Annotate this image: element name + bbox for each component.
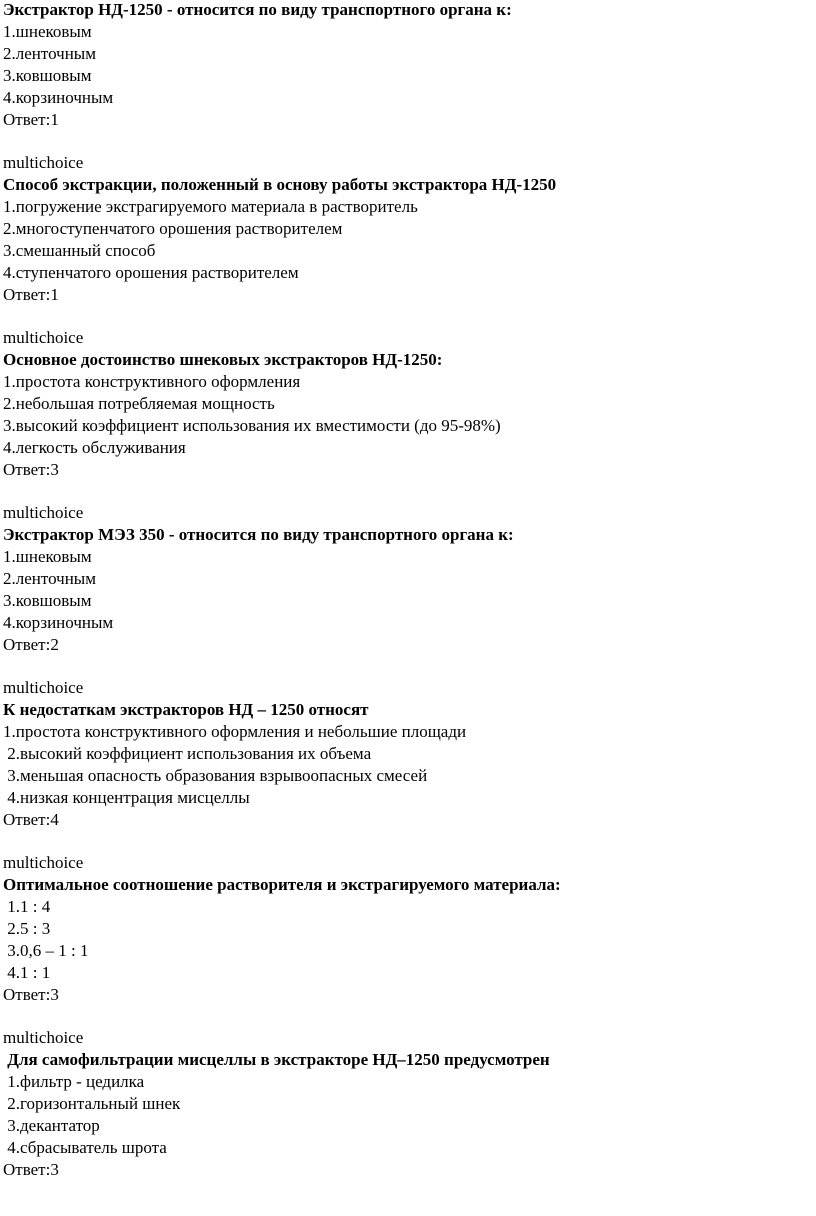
question-text: Основное достоинство шнековых экстракторов НД-1250: — [3, 350, 443, 369]
question-block-7 — [3, 1027, 816, 1181]
option-4: 4.ступенчатого орошения растворителем — [3, 263, 299, 282]
question-block-1 — [3, 0, 816, 131]
option-3: 3.0,6 – 1 : 1 — [3, 941, 89, 960]
question-block-3 — [3, 327, 816, 481]
answer-text: Ответ:2 — [3, 635, 59, 654]
answer-text: Ответ:3 — [3, 985, 59, 1004]
question-type-label: multichoice — [3, 153, 84, 172]
question-type-label: multichoice — [3, 328, 84, 347]
answer-text: Ответ:1 — [3, 285, 59, 304]
question-text: Для самофильтрации мисцеллы в экстракторе НД–1250 предусмотрен — [3, 1050, 550, 1069]
option-1: 1.погружение экстрагируемого материала в растворитель — [3, 197, 418, 216]
option-4: 4.низкая концентрация мисцеллы — [3, 788, 250, 807]
option-3: 3.меньшая опасность образования взрывоопасных смесей — [3, 766, 428, 785]
answer-text: Ответ:1 — [3, 110, 59, 129]
option-4: 4.сбрасыватель шрота — [3, 1138, 167, 1157]
option-1: 1.простота конструктивного оформления и небольшие площади — [3, 722, 467, 741]
answer-text: Ответ:3 — [3, 1160, 59, 1179]
option-4: 4.1 : 1 — [3, 963, 51, 982]
question-block-4 — [3, 502, 816, 656]
option-2: 2.многоступенчатого орошения растворителем — [3, 219, 343, 238]
option-1: 1.простота конструктивного оформления — [3, 372, 301, 391]
question-block-2 — [3, 152, 816, 306]
option-2: 2.5 : 3 — [3, 919, 51, 938]
option-4: 4.корзиночным — [3, 613, 114, 632]
question-type-label: multichoice — [3, 678, 84, 697]
question-text: Экстрактор МЭЗ 350 - относится по виду транспортного органа к: — [3, 525, 514, 544]
question-type-label: multichoice — [3, 853, 84, 872]
option-3: 3.высокий коэффициент использования их вместимости (до 95-98%) — [3, 416, 501, 435]
option-3: 3.ковшовым — [3, 66, 92, 85]
option-1: 1.шнековым — [3, 22, 92, 41]
question-text: Оптимальное соотношение растворителя и экстрагируемого материала: — [3, 875, 561, 894]
question-text: К недостаткам экстракторов НД – 1250 относят — [3, 700, 369, 719]
option-4: 4.корзиночным — [3, 88, 114, 107]
option-3: 3.смешанный способ — [3, 241, 156, 260]
option-1: 1.фильтр - цедилка — [3, 1072, 145, 1091]
option-1: 1.шнековым — [3, 547, 92, 566]
option-3: 3.ковшовым — [3, 591, 92, 610]
question-type-label: multichoice — [3, 1028, 84, 1047]
answer-text: Ответ:4 — [3, 810, 59, 829]
option-2: 2.ленточным — [3, 44, 96, 63]
question-text: Экстрактор НД-1250 - относится по виду транспортного органа к: — [3, 0, 512, 19]
answer-text: Ответ:3 — [3, 460, 59, 479]
question-type-label: multichoice — [3, 503, 84, 522]
option-3: 3.декантатор — [3, 1116, 100, 1135]
option-2: 2.высокий коэффициент использования их объема — [3, 744, 372, 763]
question-block-5 — [3, 677, 816, 831]
option-2: 2.ленточным — [3, 569, 96, 588]
question-text: Способ экстракции, положенный в основу работы экстрактора НД-1250 — [3, 175, 557, 194]
question-block-6 — [3, 852, 816, 1006]
option-2: 2.горизонтальный шнек — [3, 1094, 181, 1113]
option-2: 2.небольшая потребляемая мощность — [3, 394, 275, 413]
option-4: 4.легкость обслуживания — [3, 438, 186, 457]
option-1: 1.1 : 4 — [3, 897, 51, 916]
